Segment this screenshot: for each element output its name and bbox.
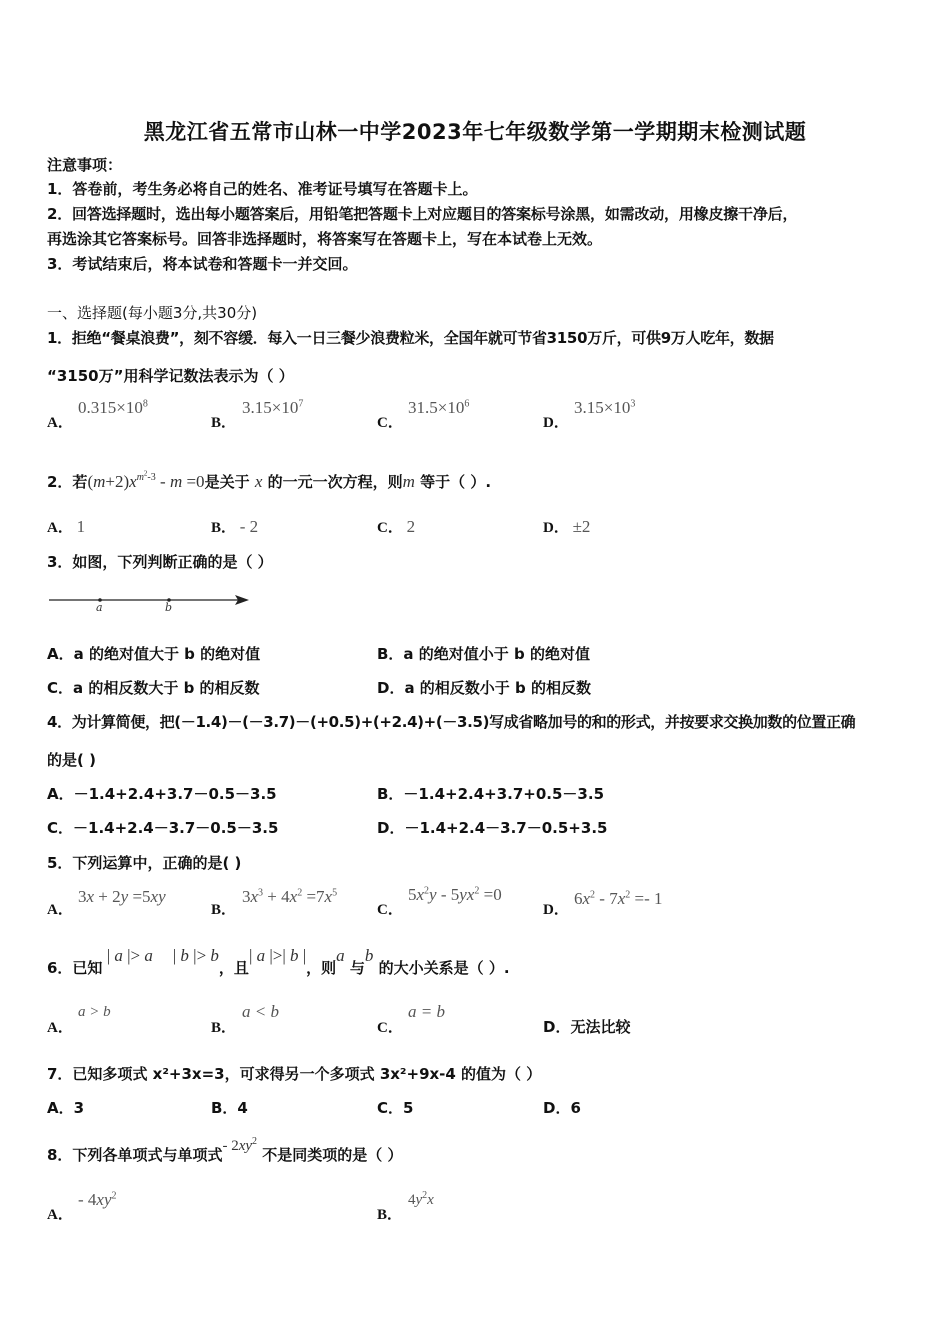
q3-option-c[interactable]: C．a 的相反数大于 b 的相反数 [47, 679, 260, 697]
q7-option-c[interactable]: C．5 [377, 1099, 414, 1117]
q4-option-b[interactable]: B．－1.4+2.4+3.7+0.5－3.5 [377, 785, 604, 803]
q8-option-b-value: $4y^2x$ [408, 1190, 434, 1208]
q1-option-b[interactable]: B． [211, 415, 237, 431]
q5-option-a[interactable]: A． [47, 902, 73, 918]
q8-stem: 8．下列各单项式与单项式- $2xy^2$ 不是同类项的是（ ） [47, 1136, 403, 1164]
q1-stem: 1．拒绝“餐桌浪费”，刻不容缓．每入一日三餐少浪费粒米，全国年就可节省3150万斤，可供9万人吃年，数据 [47, 329, 774, 347]
number-line-figure [47, 590, 252, 616]
q5-option-d-value: $6x^2 - 7x^2 =- 1$ [574, 889, 663, 908]
q7-option-b[interactable]: B．4 [211, 1099, 248, 1117]
q6-option-c-value: a = b [408, 1002, 445, 1021]
q5-option-c[interactable]: C． [377, 902, 403, 918]
q2-option-a[interactable]: A． 1 [47, 517, 86, 536]
q3-option-a[interactable]: A．a 的绝对值大于 b 的绝对值 [47, 645, 261, 663]
q1-option-a-value: $0.315\times 10^8$ [78, 398, 148, 417]
q3-option-d[interactable]: D．a 的相反数小于 b 的相反数 [377, 679, 591, 697]
q5-option-a-value: 3x + 2y =5xy [78, 887, 166, 906]
q1-option-c-value: $31.5\times 10^6$ [408, 398, 470, 417]
q2-option-c[interactable]: C． 2 [377, 517, 416, 536]
q5-option-c-value: $5x^2y - 5yx^2 =0$ [408, 885, 502, 904]
q1-option-d-value: $3.15\times 10^3$ [574, 398, 636, 417]
notice-item: 1．答卷前，考生务必将自己的姓名、准考证号填写在答题卡上。 [47, 180, 478, 198]
point-a-label: a [96, 601, 103, 614]
q1-option-d[interactable]: D． [543, 415, 569, 431]
q4-option-c[interactable]: C．－1.4+2.4－3.7－0.5－3.5 [47, 819, 279, 837]
q8-option-a-value: - $4xy^2$ [78, 1190, 117, 1209]
q6-option-b[interactable]: B． [211, 1020, 237, 1036]
q1-option-b-value: $3.15\times 10^7$ [242, 398, 304, 417]
q6-option-a-value: a > b [78, 1004, 111, 1020]
notice-item: 再选涂其它答案标号。回答非选择题时，将答案写在答题卡上，写在本试卷上无效。 [47, 230, 603, 248]
q7-stem: 7．已知多项式 x²+3x=3，可求得另一个多项式 3x²+9x-4 的值为（ ） [47, 1065, 542, 1083]
q3-stem: 3．如图，下列判断正确的是（ ） [47, 553, 273, 571]
q2-equation: $(m+2)x^{m^2-3} - m =0$ [87, 470, 205, 491]
q2-option-d[interactable]: D． ±2 [543, 517, 591, 536]
q5-option-b[interactable]: B． [211, 902, 237, 918]
q5-option-b-value: $3x^3 + 4x^2 =7x^5$ [242, 887, 338, 906]
q6-stem: 6．已知 | a |> a | b |> b，且| a |>| b |，则a 与b 的大小关系是（ ）. [47, 946, 510, 977]
section-heading: 一、选择题(每小题3分,共30分) [47, 304, 258, 322]
q4-stem: 4．为计算简便，把(－1.4)－(－3.7)－(+0.5)+(+2.4)+(－3.5)写成省略加号的和的形式，并按要求交换加数的位置正确 [47, 713, 856, 731]
q1-option-a[interactable]: A． [47, 415, 73, 431]
q1-option-c[interactable]: C． [377, 415, 403, 431]
q2-option-b[interactable]: B． - 2 [211, 517, 259, 536]
q1-stem: “3150万”用科学记数法表示为（ ） [47, 367, 294, 385]
notice-heading: 注意事项： [47, 156, 123, 174]
point-b-label: b [165, 601, 173, 614]
q8-option-a[interactable]: A． [47, 1207, 73, 1223]
notice-item: 3．考试结束后，将本试卷和答题卡一并交回。 [47, 255, 358, 273]
q6-option-b-value: a < b [242, 1002, 279, 1021]
q7-option-a[interactable]: A．3 [47, 1099, 85, 1117]
q7-option-d[interactable]: D．6 [543, 1099, 581, 1117]
q3-option-b[interactable]: B．a 的绝对值小于 b 的绝对值 [377, 645, 590, 663]
q4-option-a[interactable]: A．－1.4+2.4+3.7－0.5－3.5 [47, 785, 277, 803]
q2-stem: 2．若$(m+2)x^{m^2-3} - m =0$是关于 x 的一元一次方程，则m 等于（ ）. [47, 470, 492, 491]
page-title: 黑龙江省五常市山林一中学2023年七年级数学第一学期期末检测试题 [143, 120, 807, 144]
q6-option-a[interactable]: A． [47, 1020, 73, 1036]
q6-option-c[interactable]: C． [377, 1020, 403, 1036]
q5-option-d[interactable]: D． [543, 902, 569, 918]
q6-option-d[interactable]: D．无法比较 [543, 1018, 631, 1036]
notice-item: 2．回答选择题时，选出每小题答案后，用铅笔把答题卡上对应题目的答案标号涂黑，如需改动，用橡皮擦干净后， [47, 205, 798, 223]
q4-stem: 的是( ) [47, 751, 96, 769]
q5-stem: 5．下列运算中，正确的是( ) [47, 854, 242, 872]
q4-option-d[interactable]: D．－1.4+2.4－3.7－0.5+3.5 [377, 819, 608, 837]
q8-option-b[interactable]: B． [377, 1207, 403, 1223]
